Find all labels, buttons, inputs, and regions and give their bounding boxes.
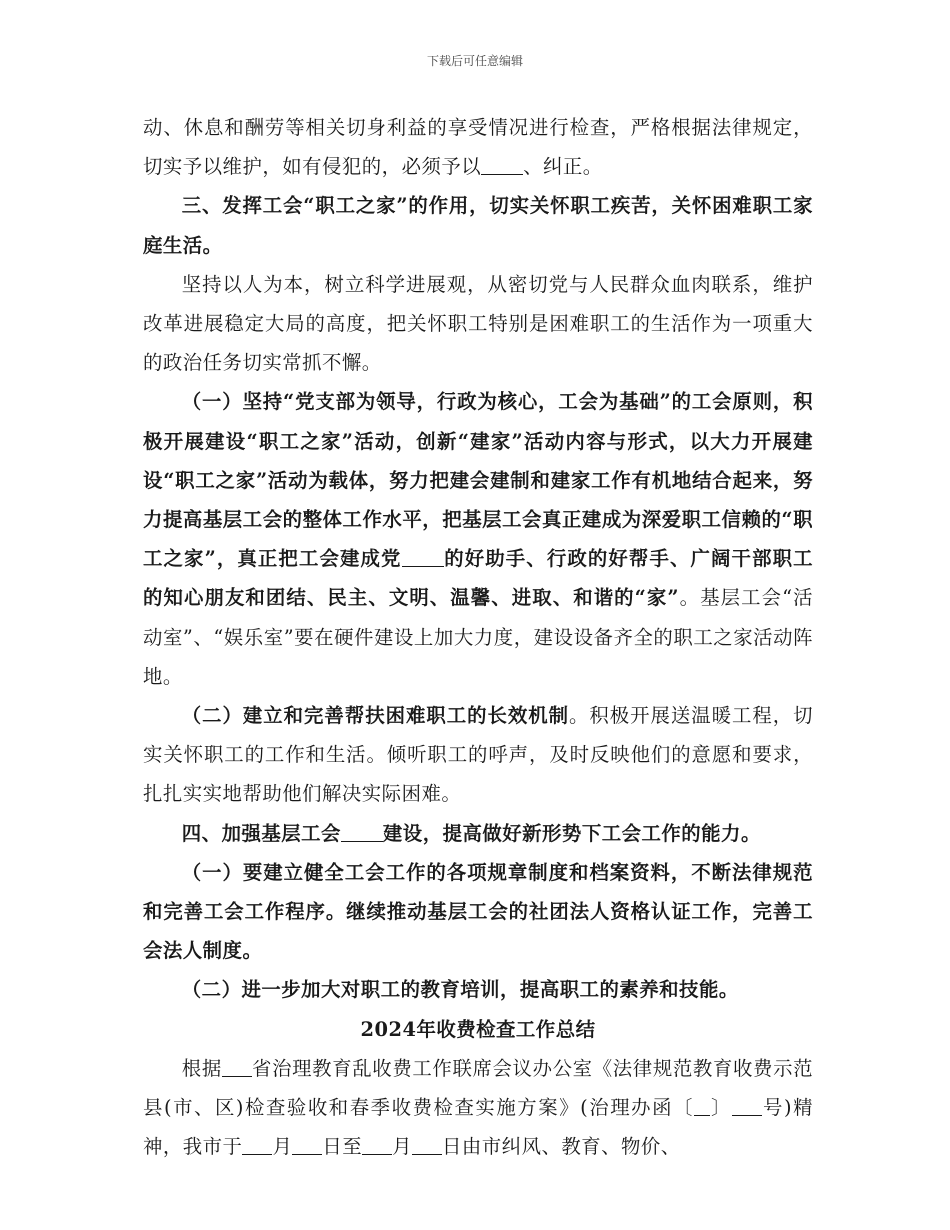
text-run: 。积极开展送温暖工程，切实关怀职工的工作和生活。倾听职工的呼声，及时反映他们的意愿和要求，扎扎实实地帮助他们解决实际困难。 xyxy=(143,704,814,806)
text-run: 日至 xyxy=(322,1135,363,1159)
text-run-bold: 四、加强基层工会 xyxy=(181,821,341,845)
fill-blank xyxy=(412,1135,442,1155)
text-run-bold: 建设，提高做好新形势下工会工作的能力。 xyxy=(382,821,761,845)
paragraph-people-oriented: 坚持以人为本，树立科学进展观，从密切党与人民群众血肉联系，维护改革进展稳定大局的高度，把关怀职工特别是困难职工的生活作为一项重大的政治任务切实常抓不懈。 xyxy=(143,272,813,375)
text-run: 月 xyxy=(392,1135,413,1159)
document-title: 2024年收费检查工作总结 xyxy=(360,1017,596,1041)
text-run: 。基层工会“活动室”、“娱乐室”要在硬件建设上加大力度，建设设备齐全的职工之家活动阵地。 xyxy=(143,586,813,688)
paragraph-item-1-workers-home xyxy=(143,382,813,696)
fill-blank xyxy=(694,1096,710,1116)
fill-blank xyxy=(222,1056,252,1076)
text-run: 动、休息和酬劳等相关切身利益的享受情况进行检查，严格根据法律规定，切实予以维护，如有侵犯的，必须予以 xyxy=(143,116,813,179)
text-run-bold: 的好助手、行政的好帮手、广阔干部职工的知心朋友和团结、民主、文明、温馨、进取、和谐的“家” xyxy=(143,547,814,610)
fill-blank xyxy=(242,1135,272,1155)
text-run: 、纠正。 xyxy=(523,155,603,179)
fill-blank xyxy=(292,1135,322,1155)
section-heading-4 xyxy=(143,814,813,853)
text-run: 月 xyxy=(272,1135,293,1159)
page-header: 下载后可任意编辑 xyxy=(426,54,523,68)
paragraph-item-2-training: （二）进一步加大对职工的教育培训，提高职工的素养和技能。 xyxy=(181,978,739,1002)
text-run: 根据 xyxy=(181,1056,222,1080)
paragraph-fee-inspection xyxy=(143,1049,813,1167)
text-run: 〕 xyxy=(709,1096,732,1120)
paragraph-rights-check xyxy=(143,108,813,186)
text-run-bold: （二）建立和完善帮扶困难职工的长效机制 xyxy=(181,704,569,728)
paragraph-item-2-assistance xyxy=(143,696,813,814)
fill-blank xyxy=(402,547,444,567)
fill-blank xyxy=(732,1096,762,1116)
text-run-bold: （一）坚持“党支部为领导，行政为核心，工会为基础”的工会原则，积极开展建设“职工之家”活动，创新“建家”活动内容与形式，以大力开展建设“职工之家”活动为载体，努力把建会建制和建家工作有机地结合起来，努力提高基层工会的整体工作水平，把基层工会真正建成为深爱职工信赖的“职工之家”，真正把工会建成党 xyxy=(143,390,813,571)
text-run: 号)精神，我市于 xyxy=(143,1096,813,1159)
text-run: 日由市纠风、教育、物价、 xyxy=(442,1135,681,1159)
text-run: 省治理教育乱收费工作联席会议办公室《法律规范教育收费示范县(市、区)检查验收和春季收费检查实施方案》(治理办函〔 xyxy=(143,1056,814,1120)
fill-blank xyxy=(362,1135,392,1155)
section-heading-3: 三、发挥工会“职工之家”的作用，切实关怀职工疾苦，关怀困难职工家庭生活。 xyxy=(143,194,813,257)
fill-blank xyxy=(481,155,523,175)
document-body xyxy=(143,108,813,1166)
paragraph-item-1-regulations: （一）要建立健全工会工作的各项规章制度和档案资料，不断法律规范和完善工会工作程序。继续推动基层工会的社团法人资格认证工作，完善工会法人制度。 xyxy=(143,860,813,963)
fill-blank xyxy=(341,821,383,841)
